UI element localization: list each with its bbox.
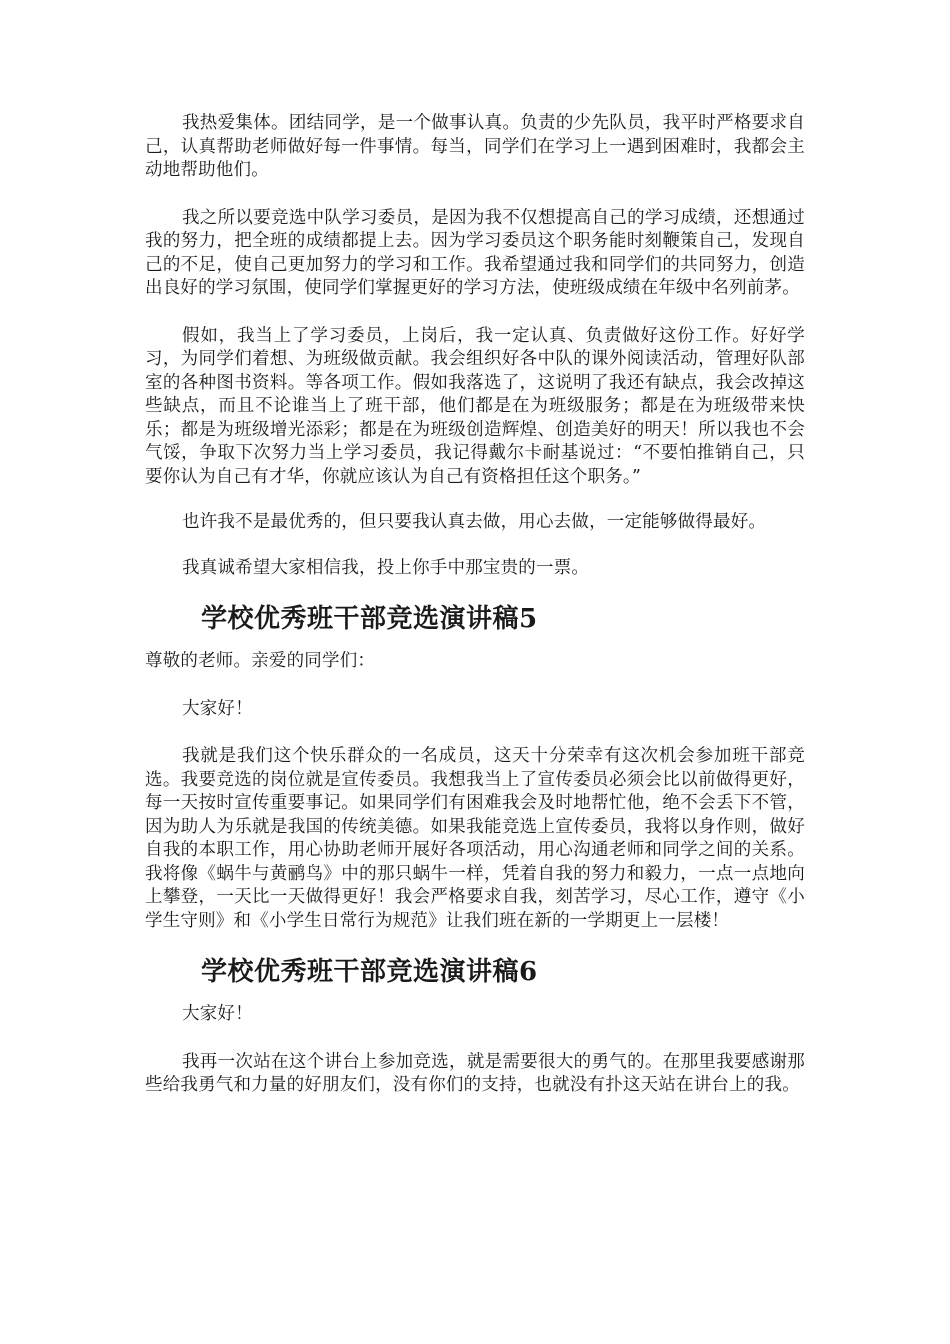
paragraph-collective: 我热爱集体。团结同学，是一个做事认真。负责的少先队员，我平时严格要求自己，认真帮助老师做好每一件事情。每当，同学们在学习上一遇到困难时，我都会主动地帮助他们。: [145, 113, 805, 180]
paragraph-section6-body: 我再一次站在这个讲台上参加竞选，就是需要很大的勇气的。在那里我要感谢那些给我勇气和力量的好朋友们，没有你们的支持，也就没有扑这天站在讲台上的我。: [145, 1051, 805, 1095]
paragraph-reason: 我之所以要竞选中队学习委员，是因为我不仅想提高自己的学习成绩，还想通过我的努力，把全班的成绩都提上去。因为学习委员这个职务能时刻鞭策自己，发现自己的不足，使自己更加努力的学习和工作。我希望通过我和同学们的共同努力，创造出良好的学习氛围，使同学们掌握更好的学习方法，使班级成绩在年级中名列前茅。: [145, 207, 805, 298]
salutation: 尊敬的老师。亲爱的同学们：: [145, 651, 376, 671]
document-page: [145, 112, 805, 1098]
greeting-6: 大家好！: [182, 1004, 253, 1024]
paragraph-if-elected: 假如，我当上了学习委员，上岗后，我一定认真、负责做好这份工作。好好学习，为同学们着想、为班级做贡献。我会组织好各中队的课外阅读活动，管理好队部室的各种图书资料。等各项工作。假如我落选了，这说明了我还有缺点，我会改掉这些缺点，而且不论谁当上了班干部，他们都是在为班级服务；都是在为班级带来快乐；都是为班级增光添彩；都是在为班级创造辉煌、创造美好的明天！所以我也不会气馁，争取下次努力当上学习委员，我记得戴尔卡耐基说过：“不要怕推销自己，只要你认为自己有才华，你就应该认为自己有资格担任这个职务。”: [145, 325, 805, 487]
section-heading-6: 学校优秀班干部竞选演讲稿6: [201, 957, 538, 987]
paragraph-vote: 我真诚希望大家相信我，投上你手中那宝贵的一票。: [182, 557, 590, 578]
paragraph-section5-body: 我就是我们这个快乐群众的一名成员，这天十分荣幸有这次机会参加班干部竞选。我要竞选的岗位就是宣传委员。我想我当上了宣传委员必须会比以前做得更好，每一天按时宣传重要事记。如果同学们有困难我会及时地帮忙他，绝不会丢下不管，因为助人为乐就是我国的传统美德。如果我能竞选上宣传委员，我将以身作则，做好自我的本职工作，用心协助老师开展好各项活动，用心沟通老师和同学之间的关系。我将像《蜗牛与黄鹂鸟》中的那只蜗牛一样，凭着自我的努力和毅力，一点一点地向上攀登，一天比一天做得更好！我会严格要求自我，刻苦学习，尽心工作，遵守《小学生守则》和《小学生日常行为规范》让我们班在新的一学期更上一层楼！: [145, 746, 805, 931]
section-heading-5: 学校优秀班干部竞选演讲稿5: [201, 604, 538, 634]
greeting-5: 大家好！: [182, 698, 253, 719]
paragraph-best: 也许我不是最优秀的，但只要我认真去做，用心去做，一定能够做得最好。: [182, 512, 767, 532]
